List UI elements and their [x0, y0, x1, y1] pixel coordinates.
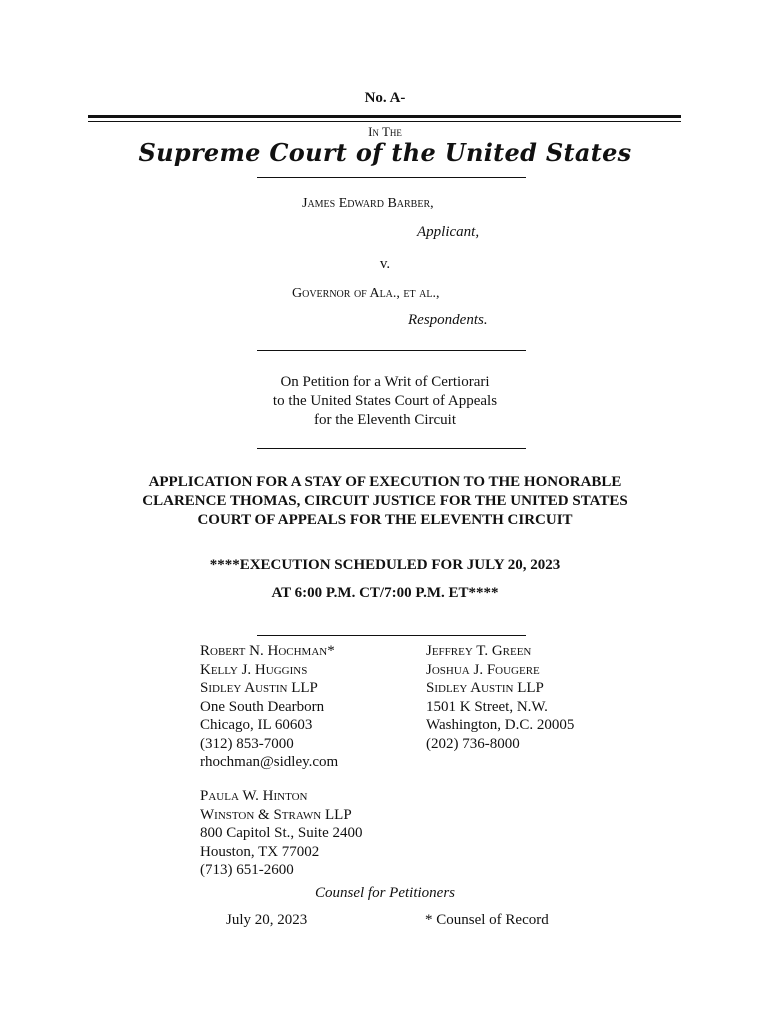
counsel-name: Jeffrey T. Green	[426, 643, 532, 659]
application-title	[0, 473, 770, 530]
counsel-address: Chicago, IL 60603	[200, 717, 313, 733]
court-prefix: In The	[368, 124, 402, 139]
divider-rule	[257, 635, 526, 636]
counsel-phone: (202) 736-8000	[426, 735, 520, 752]
counsel-firm: Sidley Austin LLP	[426, 680, 544, 696]
counsel-name: Joshua J. Fougere	[426, 661, 540, 678]
counsel-phone: (312) 853-7000	[200, 735, 294, 752]
counsel-block-left	[200, 642, 338, 772]
counsel-block-bottom	[200, 787, 363, 880]
counsel-name: Robert N. Hochman*	[200, 643, 335, 659]
divider-rule	[257, 448, 526, 449]
counsel-address: One South Dearborn	[200, 698, 325, 715]
petition-line: On Petition for a Writ of Certiorari	[280, 374, 490, 390]
respondent-role: Respondents.	[408, 312, 488, 328]
respondent-name: Governor of Ala., et al.,	[292, 286, 440, 301]
header-rule-thick	[88, 115, 681, 118]
counsel-of-record-note: * Counsel of Record	[425, 912, 549, 928]
execution-notice-line: AT 6:00 P.M. CT/7:00 P.M. ET****	[271, 585, 499, 601]
counsel-firm: Winston & Strawn LLP	[200, 806, 352, 823]
counsel-address: 800 Capitol St., Suite 2400	[200, 825, 363, 841]
application-title-line: CLARENCE THOMAS, CIRCUIT JUSTICE FOR THE UNITED STATES	[142, 493, 628, 509]
applicant-name: James Edward Barber,	[302, 196, 434, 211]
court-name: Supreme Court of the United States	[138, 138, 632, 167]
header-rule-thin	[88, 121, 681, 122]
divider-rule	[257, 177, 526, 178]
counsel-name: Paula W. Hinton	[200, 788, 308, 804]
filing-date: July 20, 2023	[226, 912, 308, 928]
counsel-firm: Sidley Austin LLP	[200, 680, 318, 696]
petition-line: for the Eleventh Circuit	[313, 412, 457, 428]
petition-line: to the United States Court of Appeals	[272, 393, 498, 409]
versus: v.	[379, 256, 391, 272]
execution-notice-line: ****EXECUTION SCHEDULED FOR JULY 20, 2023	[209, 557, 561, 573]
divider-rule	[257, 350, 526, 351]
application-title-line: APPLICATION FOR A STAY OF EXECUTION TO THE HONORABLE	[148, 474, 622, 490]
counsel-email: rhochman@sidley.com	[200, 754, 339, 770]
counsel-address: 1501 K Street, N.W.	[426, 698, 548, 715]
counsel-name: Kelly J. Huggins	[200, 661, 308, 678]
petition-caption	[0, 373, 770, 430]
docket-number: No. A-	[364, 90, 406, 106]
counsel-address: Washington, D.C. 20005	[426, 717, 575, 733]
counsel-address: Houston, TX 77002	[200, 843, 320, 860]
applicant-role: Applicant,	[417, 224, 480, 240]
counsel-block-right	[426, 642, 574, 753]
application-title-line: COURT OF APPEALS FOR THE ELEVENTH CIRCUIT	[197, 512, 573, 528]
counsel-phone: (713) 651-2600	[200, 862, 294, 878]
counsel-for-label: Counsel for Petitioners	[315, 885, 455, 901]
